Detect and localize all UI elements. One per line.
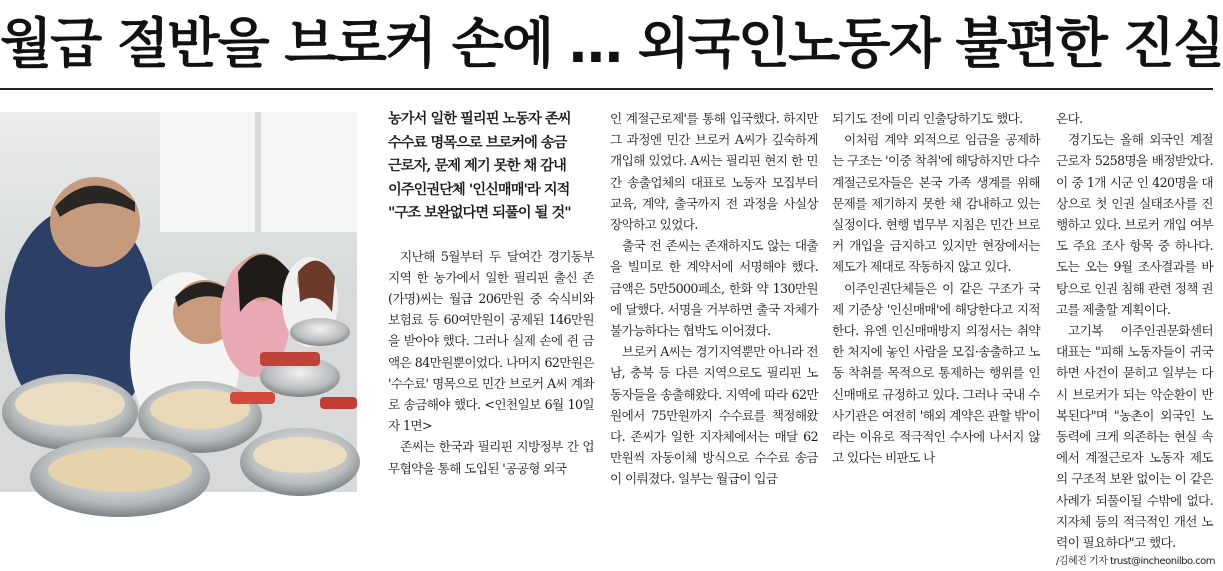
- body-paragraph: 온다.: [1056, 111, 1083, 126]
- lead-line: 근로자, 문제 제기 못한 채 감내: [388, 158, 566, 174]
- body-paragraph: 출국 전 존씨는 존재하지도 않는 대출을 빌미로 한 계약서에 서명해야 했다. 금액은 5만5000페소, 한화 약 130만원에 달했다. 서명을 거부하면 출국 자체가 불가능하다는 협박도 이어졌다.: [610, 238, 818, 339]
- article-byline: /김혜진 기자 trust@incheonilbo.com: [1056, 556, 1215, 568]
- lead-line: 농가서 일한 필리핀 노동자 존씨: [388, 111, 571, 127]
- article-column-3: [832, 108, 1040, 492]
- lead-line: 이주인권단체 '인신매매'라 지적: [388, 181, 570, 198]
- photo-workers-eating: [0, 112, 357, 492]
- article-column-1: [388, 108, 594, 492]
- body-paragraph: 브로커 A씨는 경기지역뿐만 아니라 전남, 충북 등 다른 지역으로도 필리핀 노동자들을 송출해왔다. 지역에 따라 62만원에서 75만원까지 수수료를 책정해왔다. 존씨가 일한 지자체에서는 매달 62만원씩 자동이체 방식으로 수수료 송금이 이뤄졌다. 일부는 월급이 입금: [610, 344, 818, 487]
- body-paragraph: 고기복 이주인권문화센터 대표는 "피해 노동자들이 귀국하면 사건이 묻히고 일부는 다시 브로커가 되는 악순환이 반복된다"며 "농촌이 외국인 노동력에 크게 의존하는 현실 속에서 계절근로자 노동자 제도의 구조적 보완 없이는 이 같은 사례가 되풀이될 수밖에 없다. 지자체 등의 적극적인 개선 노력이 필요하다"고 했다.: [1056, 323, 1213, 551]
- article-column-2: [610, 108, 818, 492]
- article-headline: 월급 절반을 브로커 손에 … 외국인노동자 불편한 진실: [0, 12, 1223, 75]
- body-paragraph: 지난해 5월부터 두 달여간 경기동부 지역 한 농가에서 일한 필리핀 출신 존(가명)씨는 월급 206만원 중 숙식비와 보험료 등 60여만원이 공제된 146만원을 받아야 했다. 그러나 실제 손에 쥔 금액은 84만원뿐이었다. 나머지 62만원은 '수수료' 명목으로 민간 브로커 A씨 계좌로 송금해야 했다. <인천일보 6월 10일자 1면>: [388, 248, 594, 434]
- article-photo: [0, 112, 357, 492]
- article-column-4: [1056, 108, 1215, 568]
- lead-line: 수수료 명목으로 브로커에 송금: [388, 134, 567, 151]
- body-paragraph: 경기도는 올해 외국인 계절근로자 5258명을 배정받았다. 이 중 1개 시군 인 420명을 대상으로 첫 인권 실태조사를 진행하고 있다. 브로커 개입 여부도 주요 조사 항목 중 하나다. 도는 오는 9월 조사결과를 바탕으로 인권 침해 관련 정책 권고를 제출할 계획이다.: [1056, 132, 1213, 317]
- body-paragraph: 이처럼 계약 외적으로 임금을 공제하는 구조는 '이중 착취'에 해당하지만 다수 계절근로자들은 본국 가족 생계를 위해 문제를 제기하지 못한 채 감내하고 있는 실정이다. 현행 법무부 지침은 민간 브로커 개입을 금지하고 있지만 현장에서는 제도가 제대로 작동하지 않고 있다.: [832, 132, 1040, 275]
- article-lead: [388, 108, 594, 226]
- headline-rule: [0, 88, 1213, 90]
- body-paragraph: 존씨는 한국과 필리핀 지방정부 간 업무협약을 통해 도입된 '공공형 외국: [388, 439, 594, 476]
- body-paragraph: 되기도 전에 미리 인출당하기도 했다.: [832, 111, 1023, 126]
- body-paragraph: 인 계절근로제'를 통해 입국했다. 하지만 그 과정엔 민간 브로커 A씨가 깊숙하게 개입해 있었다. A씨는 필리핀 현지 한 민간 송출업체의 대표로 노동자 모집부터 교육, 계약, 출국까지 전 과정을 사실상 장악하고 있었다.: [610, 111, 818, 233]
- body-paragraph: 이주인권단체들은 이 같은 구조가 국제 기준상 '인신매매'에 해당한다고 지적한다. 유엔 인신매매방지 의정서는 취약한 처지에 놓인 사람을 모집·송출하고 노동 착취를 목적으로 통제하는 행위를 인신매매로 규정하고 있다. 그러나 국내 수사기관은 여전히 '해외 계약은 관할 밖'이라는 이유로 적극적인 수사에 나서지 않고 있다는 비판도 나: [832, 280, 1040, 466]
- lead-line: "구조 보완없다면 되풀이 될 것": [388, 205, 571, 221]
